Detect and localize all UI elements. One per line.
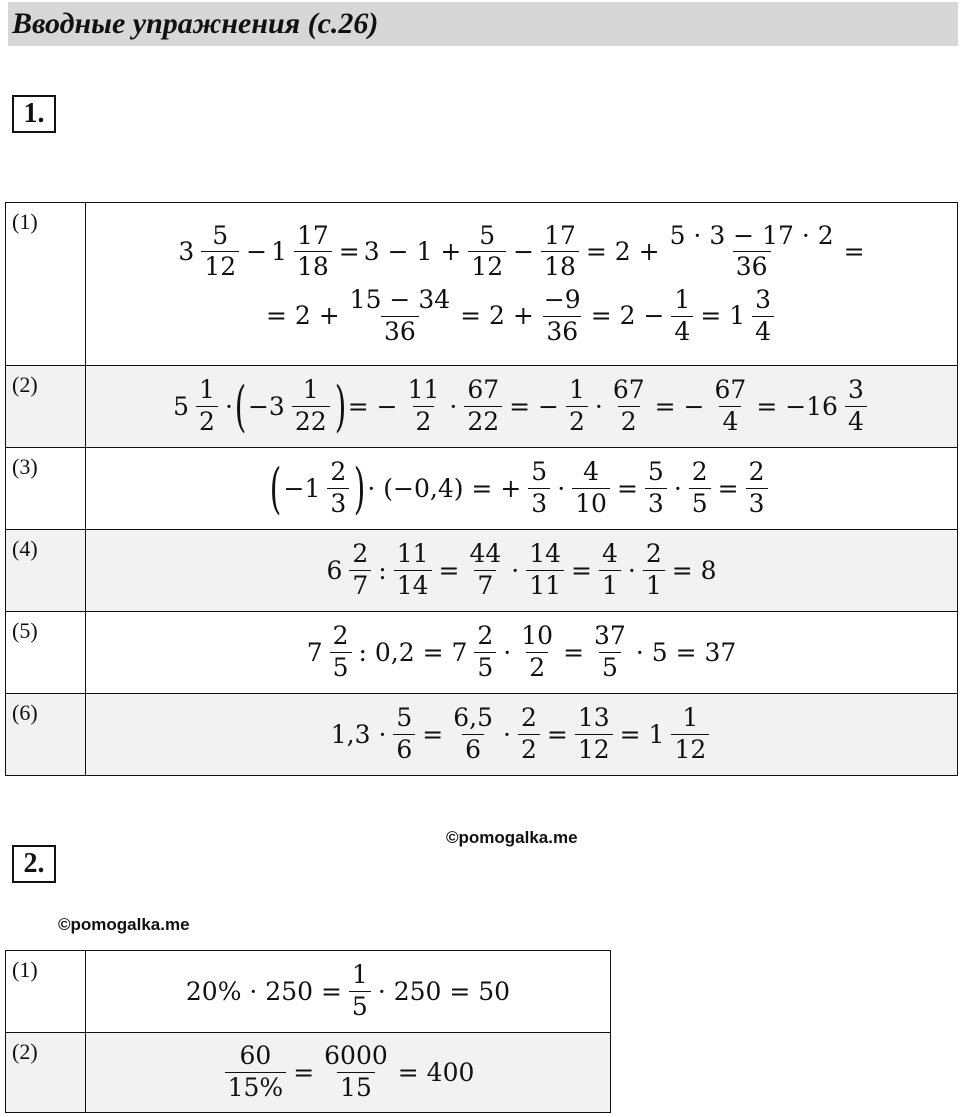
table-row	[6, 694, 958, 776]
parenthesis: )	[334, 374, 346, 438]
fraction	[392, 540, 434, 601]
fraction-denominator: 12	[468, 251, 506, 282]
math-cell	[86, 612, 958, 694]
math-operator: =	[338, 236, 360, 266]
math-number: 3 − 1 +	[363, 236, 462, 266]
fraction-numerator: 17	[296, 220, 329, 250]
math-operator: =	[563, 637, 585, 667]
fraction-denominator: 2	[196, 406, 218, 437]
fraction	[516, 622, 558, 683]
fraction-numerator: 6,5	[453, 703, 494, 733]
math-operator: =	[616, 473, 638, 503]
math-operator: :	[378, 555, 387, 585]
fraction-numerator: 2	[332, 621, 349, 651]
fraction-denominator: 22	[464, 406, 502, 437]
fraction-denominator: 36	[733, 251, 771, 282]
math-operator: = 400	[397, 1057, 475, 1087]
fraction	[319, 1042, 393, 1103]
math-number: −3	[247, 391, 285, 421]
fraction-denominator: 5	[330, 652, 352, 683]
math-operator: = 2 −	[590, 301, 665, 331]
math-number: 5	[173, 391, 190, 421]
fraction	[573, 704, 615, 765]
fraction-numerator: 4	[583, 457, 599, 487]
fraction-denominator: 5	[349, 991, 371, 1022]
fraction	[472, 622, 498, 683]
fraction	[744, 458, 770, 519]
row-label: (6)	[6, 694, 86, 776]
exercise-1-number: 1.	[12, 95, 56, 133]
fraction-denominator: 4	[845, 406, 867, 437]
math-cell	[86, 203, 958, 366]
math-cell	[86, 366, 958, 448]
fraction	[641, 540, 667, 601]
math-line	[86, 286, 957, 347]
fraction	[524, 540, 566, 601]
math-operator: · 5 = 37	[635, 637, 737, 667]
fraction	[710, 376, 752, 437]
fraction-denominator: 2	[618, 406, 640, 437]
math-line	[86, 961, 610, 1022]
math-operator: ·	[503, 719, 511, 749]
math-operator: = 1	[700, 301, 746, 331]
math-number: 20% · 250 =	[185, 976, 342, 1006]
math-operator: = −	[347, 391, 398, 421]
fraction-numerator: 37	[594, 621, 626, 651]
fraction	[687, 458, 713, 519]
fraction	[750, 286, 776, 347]
math-number: 7	[306, 637, 323, 667]
fraction-denominator: 3	[746, 488, 768, 519]
fraction-numerator: 5	[647, 457, 664, 487]
math-number: 3	[178, 236, 195, 266]
fraction	[539, 222, 581, 283]
math-operator: = 2 +	[585, 236, 660, 266]
fraction	[843, 376, 869, 437]
fraction-numerator: 2	[691, 457, 708, 487]
row-label: (1)	[6, 203, 86, 366]
fraction-numerator: 3	[847, 375, 864, 405]
table-row	[6, 530, 958, 612]
fraction-denominator: 6	[393, 734, 415, 765]
table-row	[6, 366, 958, 448]
fraction-denominator: 12	[671, 734, 709, 765]
fraction-denominator: 1	[643, 570, 665, 601]
fraction-denominator: 14	[394, 570, 432, 601]
math-operator: =	[843, 236, 865, 266]
section-title: Вводные упражнения (с.26)	[12, 7, 379, 40]
fraction	[669, 286, 695, 347]
fraction-denominator: 12	[201, 251, 239, 282]
row-label: (4)	[6, 530, 86, 612]
row-label: (5)	[6, 612, 86, 694]
fraction	[462, 376, 504, 437]
math-operator: : 0,2 = 7	[358, 637, 468, 667]
fraction-numerator: 14	[529, 539, 562, 569]
parenthesis: (	[270, 456, 282, 520]
fraction-numerator: −9	[543, 285, 581, 314]
row-label: (3)	[6, 448, 86, 530]
fraction-denominator: 6	[462, 734, 484, 765]
fraction-numerator: 1	[568, 375, 585, 405]
fraction	[199, 222, 241, 283]
watermark: ©pomogalka.me	[446, 828, 578, 847]
math-operator: = 2 +	[265, 301, 340, 331]
math-operator: −	[246, 236, 268, 266]
fraction-denominator: 7	[474, 570, 496, 601]
fraction	[223, 1042, 289, 1103]
fraction	[570, 458, 612, 519]
fraction-numerator: 5	[479, 220, 496, 250]
math-number: 1	[271, 236, 287, 266]
math-operator: · (−0,4) = +	[367, 473, 522, 503]
fraction-denominator: 2	[526, 652, 548, 683]
fraction-denominator: 18	[294, 251, 332, 282]
fraction-denominator: 2	[566, 406, 588, 437]
fraction-numerator: 6000	[324, 1041, 388, 1071]
fraction	[643, 458, 669, 519]
fraction	[347, 961, 373, 1022]
fraction	[589, 622, 631, 683]
fraction	[403, 376, 445, 437]
fraction-numerator: 13	[577, 703, 610, 733]
row-label: (2)	[6, 1033, 86, 1113]
parenthesis: )	[354, 456, 366, 520]
fraction-denominator: 11	[526, 570, 564, 601]
fraction-denominator: 3	[645, 488, 667, 519]
fraction-numerator: 2	[330, 457, 347, 487]
fraction-numerator: 10	[521, 621, 554, 651]
fraction-denominator: 36	[543, 316, 581, 347]
table-row	[6, 1033, 611, 1113]
fraction-numerator: 2	[645, 539, 662, 569]
fraction	[347, 540, 373, 601]
fraction-denominator: 12	[575, 734, 613, 765]
table-row	[6, 448, 958, 530]
math-line	[86, 376, 957, 437]
fraction	[608, 376, 650, 437]
fraction-numerator: 4	[601, 539, 618, 569]
table-row	[6, 951, 611, 1033]
math-operator: ·	[557, 473, 566, 503]
fraction-denominator: 4	[752, 316, 774, 347]
fraction-denominator: 15	[337, 1072, 375, 1103]
table-row	[6, 612, 958, 694]
math-number: 1,3 ·	[330, 719, 387, 749]
fraction	[391, 704, 417, 765]
fraction-denominator: 1	[599, 570, 621, 601]
fraction	[464, 540, 506, 601]
math-operator: =	[438, 555, 460, 585]
fraction-numerator: 2	[352, 539, 369, 569]
fraction	[328, 622, 354, 683]
fraction	[526, 458, 552, 519]
fraction-numerator: 67	[714, 375, 747, 405]
math-operator: = −	[509, 391, 559, 421]
fraction-numerator: 15 − 34	[349, 285, 451, 314]
table-row	[6, 203, 958, 366]
math-number: −1	[283, 473, 321, 503]
fraction-denominator: 7	[349, 570, 371, 601]
fraction-denominator: 5	[689, 488, 711, 519]
parenthesis: (	[234, 374, 247, 438]
fraction-denominator: 22	[292, 406, 330, 437]
row-label: (1)	[6, 951, 86, 1033]
fraction-numerator: 1	[199, 375, 215, 405]
fraction-numerator: 1	[682, 703, 699, 733]
exercise-2-number: 2.	[12, 845, 56, 883]
math-operator: =	[546, 719, 568, 749]
fraction-denominator: 2	[518, 734, 540, 765]
fraction-denominator: 10	[572, 488, 610, 519]
fraction-numerator: 11	[407, 375, 440, 405]
fraction	[564, 376, 590, 437]
fraction-denominator: 4	[719, 406, 741, 437]
exercise-1-table	[5, 202, 958, 776]
math-line	[86, 540, 957, 601]
fraction-numerator: 67	[467, 375, 500, 405]
fraction-numerator: 5	[396, 703, 413, 733]
math-operator: ·	[673, 473, 682, 503]
math-operator: =	[571, 555, 592, 585]
fraction	[516, 704, 542, 765]
row-label: (2)	[6, 366, 86, 448]
fraction	[665, 222, 839, 283]
math-operator: =	[293, 1057, 315, 1087]
fraction	[466, 222, 508, 283]
watermark: ©pomogalka.me	[58, 915, 190, 934]
fraction-denominator: 4	[671, 316, 693, 347]
math-number: 6	[326, 555, 343, 585]
fraction	[290, 376, 332, 437]
math-cell	[86, 951, 611, 1033]
math-operator: ·	[449, 391, 458, 421]
fraction-numerator: 11	[396, 539, 429, 569]
fraction-numerator: 1	[674, 285, 691, 314]
fraction-denominator: 3	[327, 488, 349, 519]
math-operator: ·	[503, 637, 512, 667]
math-operator: ·	[627, 555, 636, 585]
fraction-numerator: 2	[520, 703, 537, 733]
fraction	[669, 704, 711, 765]
fraction-denominator: 36	[381, 316, 419, 347]
math-operator: = 1	[619, 719, 665, 749]
fraction-numerator: 1	[302, 375, 319, 405]
fraction	[345, 286, 455, 347]
math-cell	[86, 448, 958, 530]
math-line	[86, 458, 957, 519]
math-cell	[86, 694, 958, 776]
fraction-denominator: 5	[474, 652, 496, 683]
fraction-numerator: 5	[212, 220, 229, 250]
fraction-numerator: 2	[748, 457, 765, 487]
fraction-denominator: 5	[599, 652, 621, 683]
fraction-numerator: 5 · 3 − 17 · 2	[669, 220, 834, 250]
math-operator: ·	[224, 391, 233, 421]
exercise-2-table	[5, 950, 611, 1113]
math-line	[86, 704, 957, 765]
fraction-numerator: 2	[477, 621, 494, 651]
math-operator: =	[422, 719, 444, 749]
fraction	[597, 540, 623, 601]
fraction-numerator: 5	[531, 457, 548, 487]
math-operator: · 250 = 50	[377, 976, 511, 1006]
fraction-denominator: 18	[541, 251, 579, 282]
fraction	[194, 376, 220, 437]
fraction-numerator: 60	[239, 1041, 272, 1071]
fraction-denominator: 3	[528, 488, 550, 519]
math-cell	[86, 530, 958, 612]
math-operator: = −	[654, 391, 705, 421]
math-operator: = 2 +	[460, 301, 534, 331]
math-operator: ·	[511, 555, 520, 585]
fraction-numerator: 3	[755, 285, 772, 314]
fraction-numerator: 17	[544, 220, 576, 250]
math-operator: =	[717, 473, 739, 503]
math-operator: = 8	[671, 555, 717, 585]
fraction-numerator: 44	[469, 539, 502, 569]
math-line	[86, 1042, 610, 1103]
math-operator: = −16	[756, 391, 838, 421]
fraction-numerator: 1	[351, 960, 368, 990]
math-operator: ·	[594, 391, 603, 421]
fraction	[539, 286, 586, 347]
fraction	[448, 704, 498, 765]
math-cell	[86, 1033, 611, 1113]
fraction-denominator: 15%	[225, 1072, 287, 1103]
fraction-numerator: 67	[612, 375, 645, 405]
fraction	[325, 458, 351, 519]
math-operator: −	[513, 236, 535, 266]
fraction-denominator: 2	[413, 406, 435, 437]
section-header	[8, 2, 958, 46]
math-line	[86, 222, 957, 283]
math-line	[86, 622, 957, 683]
fraction	[292, 222, 334, 283]
